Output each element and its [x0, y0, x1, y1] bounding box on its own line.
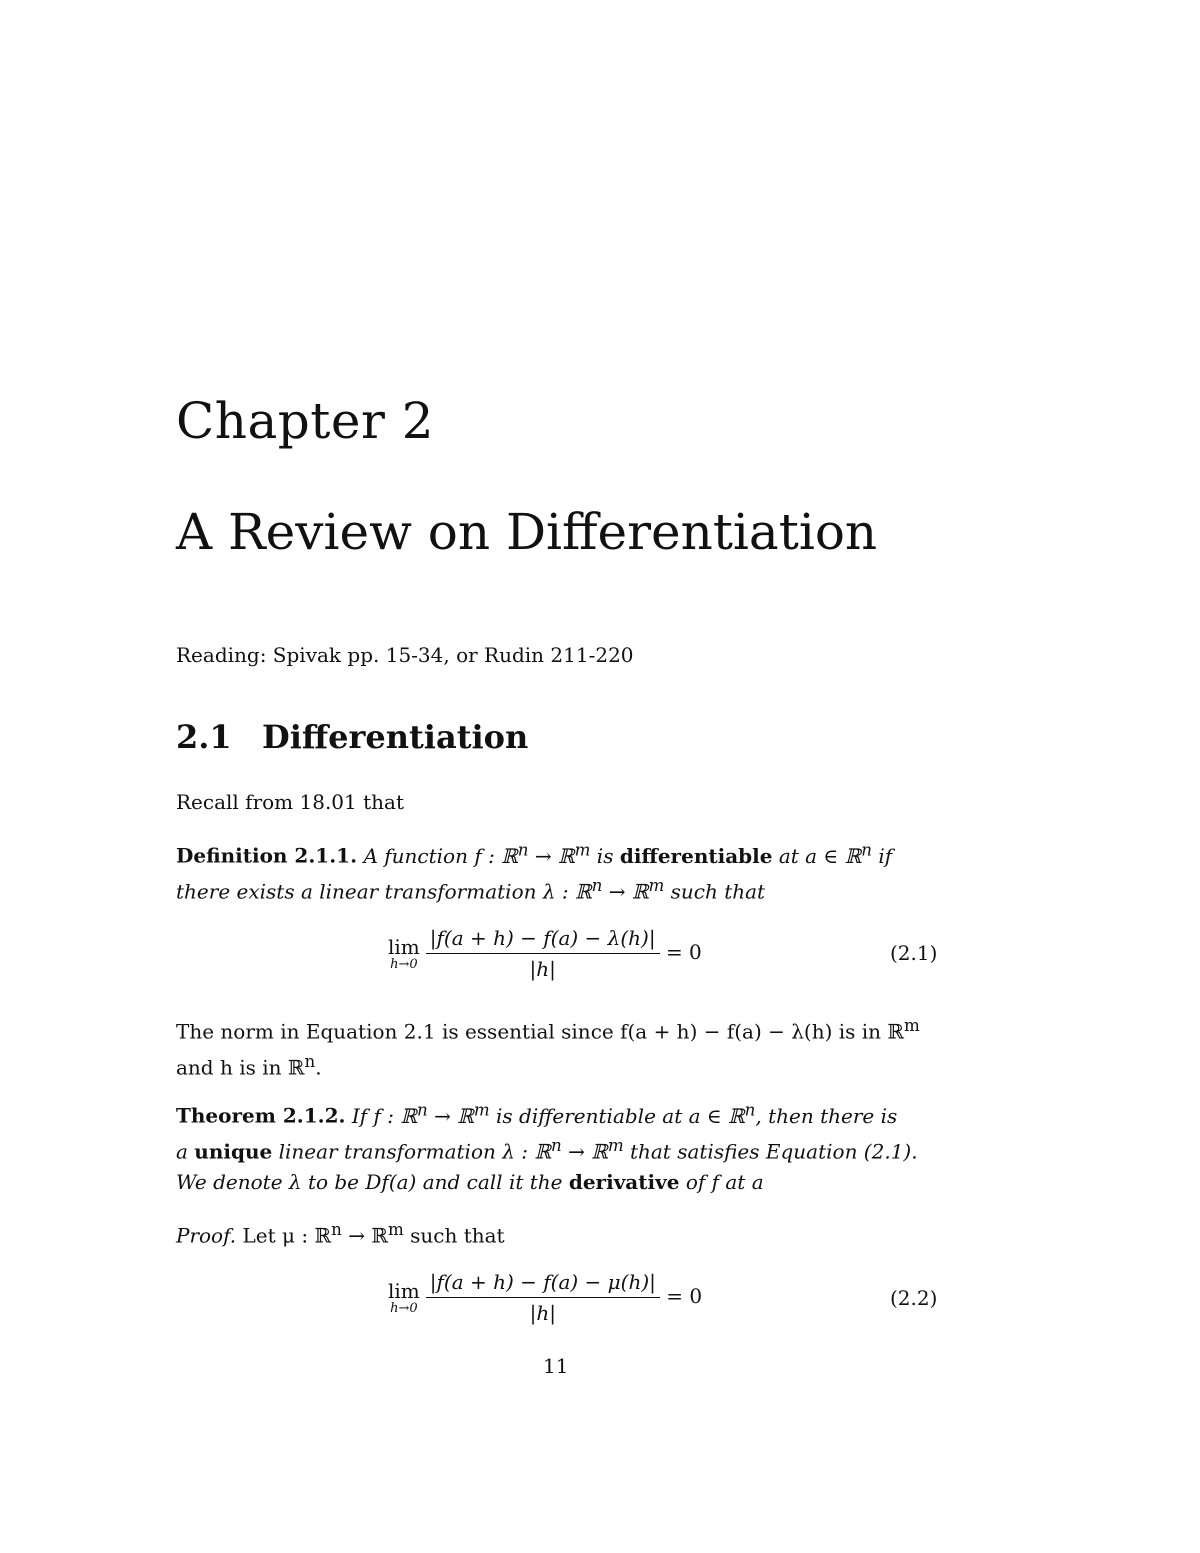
definition-label: Definition 2.1.1. [176, 843, 358, 868]
definition-text: if [878, 843, 893, 868]
sup-n: n [744, 1100, 756, 1119]
sup-m: m [648, 876, 665, 895]
sup-n: n [550, 1136, 562, 1155]
definition-text: at a ∈ ℝ [778, 843, 862, 868]
chapter-label: Chapter 2 [176, 392, 435, 450]
sup-n: n [517, 840, 529, 859]
proof-label: Proof. [176, 1223, 237, 1248]
arrow: → ℝ [608, 879, 649, 904]
sup-n: n [861, 840, 872, 859]
denominator: |h| [529, 1301, 556, 1325]
theorem-line-2: a unique linear transformation λ : ℝ$^n$ → ℝ$^m$ that satisfies Equation (2.1). [176, 1136, 918, 1164]
arrow: → ℝ [534, 843, 575, 868]
proof-line: Proof. Let μ : ℝ$^n$ → ℝ$^m$ such that [176, 1220, 505, 1248]
page-number: 11 [543, 1354, 569, 1378]
equation-2-1 [388, 926, 702, 981]
theorem-term-unique: unique [194, 1139, 273, 1164]
numerator: |f(a + h) − f(a) − λ(h)| [426, 926, 660, 954]
limit: lim h→0 [388, 1279, 420, 1316]
sup-n: n [304, 1052, 316, 1071]
reading-note: Reading: Spivak pp. 15-34, or Rudin 211-220 [176, 643, 634, 667]
theorem-term-derivative: derivative [568, 1170, 680, 1194]
recall-text: Recall from 18.01 that [176, 790, 404, 814]
fraction [426, 1270, 660, 1325]
equation-number: (2.1) [890, 941, 938, 965]
sup-n: n [591, 876, 603, 895]
definition-text: A function f : ℝ [363, 843, 518, 868]
equation-rhs: = 0 [665, 940, 702, 964]
chapter-title: A Review on Differentiation [176, 503, 878, 561]
theorem-line-3: We denote λ to be Df(a) and call it the derivative of f at a [176, 1170, 764, 1194]
section-number: 2.1 [176, 718, 232, 756]
sup-n: n [331, 1220, 342, 1239]
denominator: |h| [529, 957, 556, 981]
norm-paragraph-line-1: The norm in Equation 2.1 is essential since f(a + h) − f(a) − λ(h) is in ℝ$^m$ [176, 1016, 920, 1044]
equation-number: (2.2) [890, 1286, 938, 1310]
sup-m: m [387, 1220, 404, 1239]
definition-term: differentiable [619, 843, 773, 868]
sup-n: n [417, 1100, 428, 1119]
definition-text: there exists a linear transformation λ : ℝ [176, 879, 592, 904]
sup-m: m [574, 840, 591, 859]
limit: lim h→0 [388, 935, 420, 972]
theorem-line-1: Theorem 2.1.2. If f : ℝ$^n$ → ℝ$^m$ is differentiable at a ∈ ℝ$^n$, then there is [176, 1100, 898, 1128]
section-heading [176, 718, 528, 756]
sup-m: m [473, 1100, 490, 1119]
norm-paragraph-line-2: and h is in ℝ$^n$. [176, 1052, 322, 1080]
definition-line-2 [176, 868, 765, 910]
equation-rhs: = 0 [666, 1284, 703, 1308]
definition-text: such that [670, 879, 766, 904]
equation-2-2 [388, 1270, 702, 1325]
sup-m: m [904, 1016, 920, 1035]
numerator: |f(a + h) − f(a) − μ(h)| [426, 1270, 660, 1298]
section-title: Differentiation [262, 718, 529, 756]
theorem-label: Theorem 2.1.2. [176, 1103, 346, 1128]
fraction [426, 926, 660, 981]
sup-m: m [607, 1136, 624, 1155]
definition-text: is [596, 843, 614, 868]
